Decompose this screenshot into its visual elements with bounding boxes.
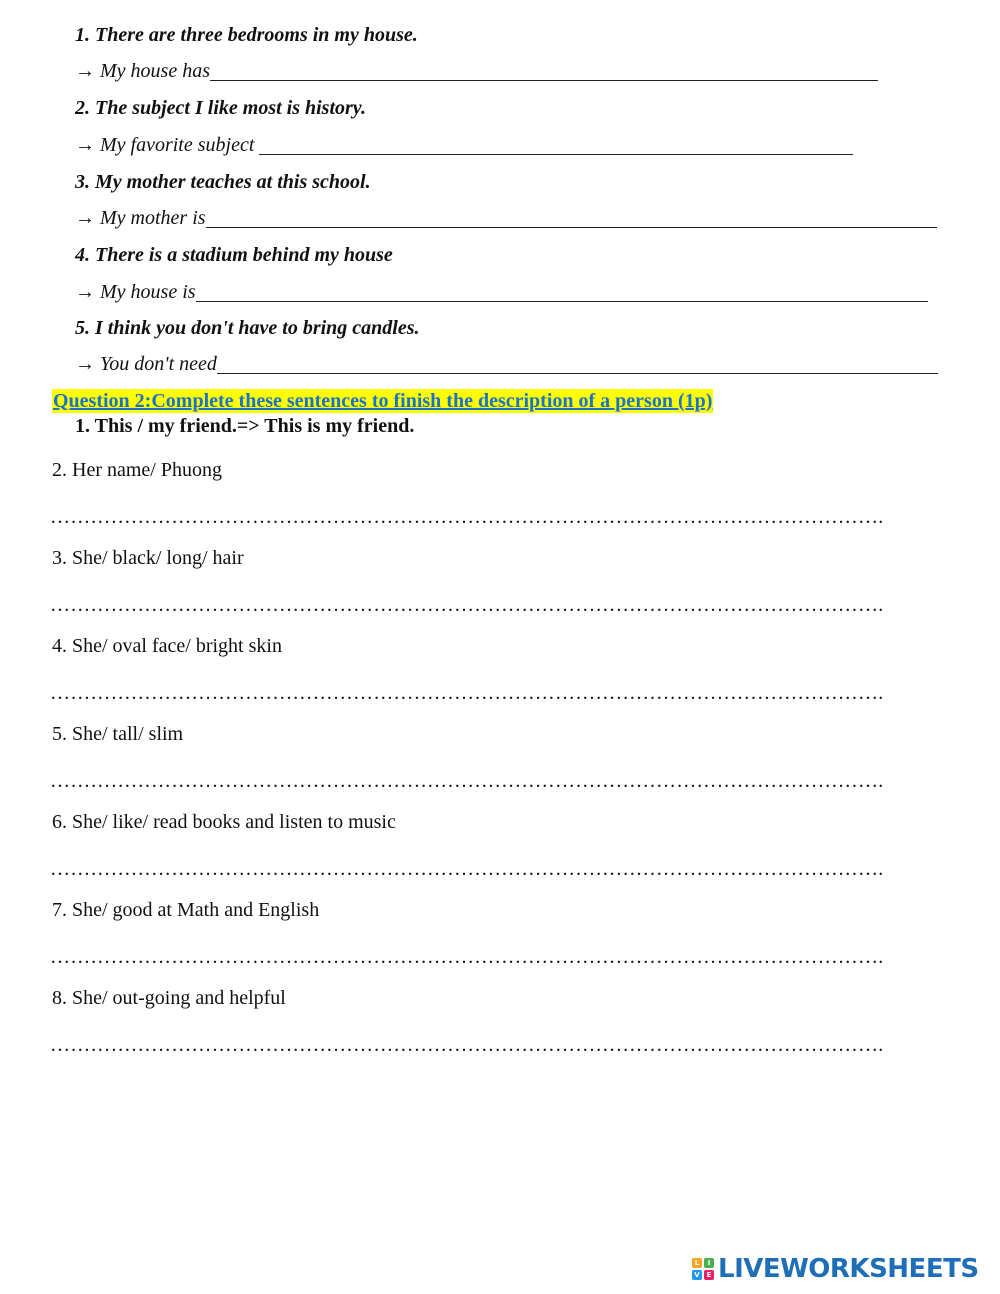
q2-item-6-input[interactable]	[50, 857, 930, 879]
q1-item-5-stem: → You don't need	[75, 353, 217, 375]
q1-item-1-answer-row	[75, 59, 878, 83]
q2-item-2-input[interactable]	[50, 505, 930, 527]
question2-example: 1. This / my friend.=> This is my friend.	[75, 415, 415, 437]
q1-item-2-prompt: 2. The subject I like most is history.	[75, 97, 366, 119]
q1-item-1-input[interactable]	[210, 63, 878, 83]
liveworksheets-logo	[692, 1254, 979, 1284]
q2-item-7-answer-line[interactable]	[50, 945, 930, 969]
liveworksheets-mark-icon	[692, 1258, 714, 1280]
q1-item-2-input[interactable]	[259, 137, 853, 157]
q2-item-5-input[interactable]	[50, 769, 930, 791]
q2-item-3-answer-line[interactable]	[50, 593, 930, 617]
brand-name: LIVEWORKSHEETS	[718, 1254, 979, 1284]
q2-item-6-dots: …………………………………………………………………………………………………………….	[50, 858, 884, 880]
q2-item-2-dots: …………………………………………………………………………………………………………….	[50, 506, 884, 528]
q2-item-8-answer-line[interactable]	[50, 1033, 930, 1057]
q1-item-5-answer-row	[75, 352, 938, 376]
q1-item-4-prompt: 4. There is a stadium behind my house	[75, 244, 393, 266]
q2-item-7-dots: …………………………………………………………………………………………………………….	[50, 946, 884, 968]
q1-item-2-answer-row	[75, 133, 853, 157]
q1-item-1-stem: → My house has	[75, 60, 210, 82]
q2-item-4-input[interactable]	[50, 681, 930, 703]
q1-item-1-blank[interactable]	[210, 60, 878, 81]
q2-item-4-prompt: 4. She/ oval face/ bright skin	[52, 635, 282, 657]
q2-item-3-dots: …………………………………………………………………………………………………………….	[50, 594, 884, 616]
q1-item-3-blank[interactable]	[206, 207, 937, 228]
q2-item-5-dots: …………………………………………………………………………………………………………….	[50, 770, 884, 792]
q1-item-4-answer-row	[75, 280, 928, 304]
q2-item-2-prompt: 2. Her name/ Phuong	[52, 459, 222, 481]
q1-item-3-stem: → My mother is	[75, 207, 206, 229]
q2-item-7-input[interactable]	[50, 945, 930, 967]
q1-item-4-input[interactable]	[196, 284, 928, 304]
q2-item-2-answer-line[interactable]	[50, 505, 930, 529]
q2-item-5-answer-line[interactable]	[50, 769, 930, 793]
q1-item-3-prompt: 3. My mother teaches at this school.	[75, 171, 371, 193]
q2-item-3-prompt: 3. She/ black/ long/ hair	[52, 547, 244, 569]
q2-item-6-answer-line[interactable]	[50, 857, 930, 881]
q1-item-2-blank[interactable]	[259, 134, 853, 155]
q1-item-1-prompt: 1. There are three bedrooms in my house.	[75, 24, 418, 46]
q1-item-3-input[interactable]	[206, 210, 937, 230]
q2-item-5-prompt: 5. She/ tall/ slim	[52, 723, 184, 745]
logo-tile-l: L	[692, 1258, 702, 1268]
logo-tile-i: I	[704, 1258, 714, 1268]
q2-item-3-input[interactable]	[50, 593, 930, 615]
q1-item-5-prompt: 5. I think you don't have to bring candles.	[75, 317, 420, 339]
q2-item-6-prompt: 6. She/ like/ read books and listen to music	[52, 811, 396, 833]
question2-heading: Question 2:Complete these sentences to finish the description of a person (1p)	[53, 390, 713, 412]
q1-item-4-blank[interactable]	[196, 281, 928, 302]
logo-tile-v: V	[692, 1270, 702, 1280]
q2-item-7-prompt: 7. She/ good at Math and English	[52, 899, 320, 921]
q1-item-2-stem: → My favorite subject	[75, 134, 260, 156]
q1-item-5-blank[interactable]	[217, 353, 938, 374]
q2-item-4-answer-line[interactable]	[50, 681, 930, 705]
q2-item-8-input[interactable]	[50, 1033, 930, 1055]
q2-item-8-dots: …………………………………………………………………………………………………………….	[50, 1034, 884, 1056]
q1-item-4-stem: → My house is	[75, 281, 196, 303]
logo-tile-e: E	[704, 1270, 714, 1280]
q1-item-5-input[interactable]	[217, 356, 938, 376]
q2-item-4-dots: …………………………………………………………………………………………………………….	[50, 682, 884, 704]
q2-item-8-prompt: 8. She/ out-going and helpful	[52, 987, 286, 1009]
q1-item-3-answer-row	[75, 206, 937, 230]
